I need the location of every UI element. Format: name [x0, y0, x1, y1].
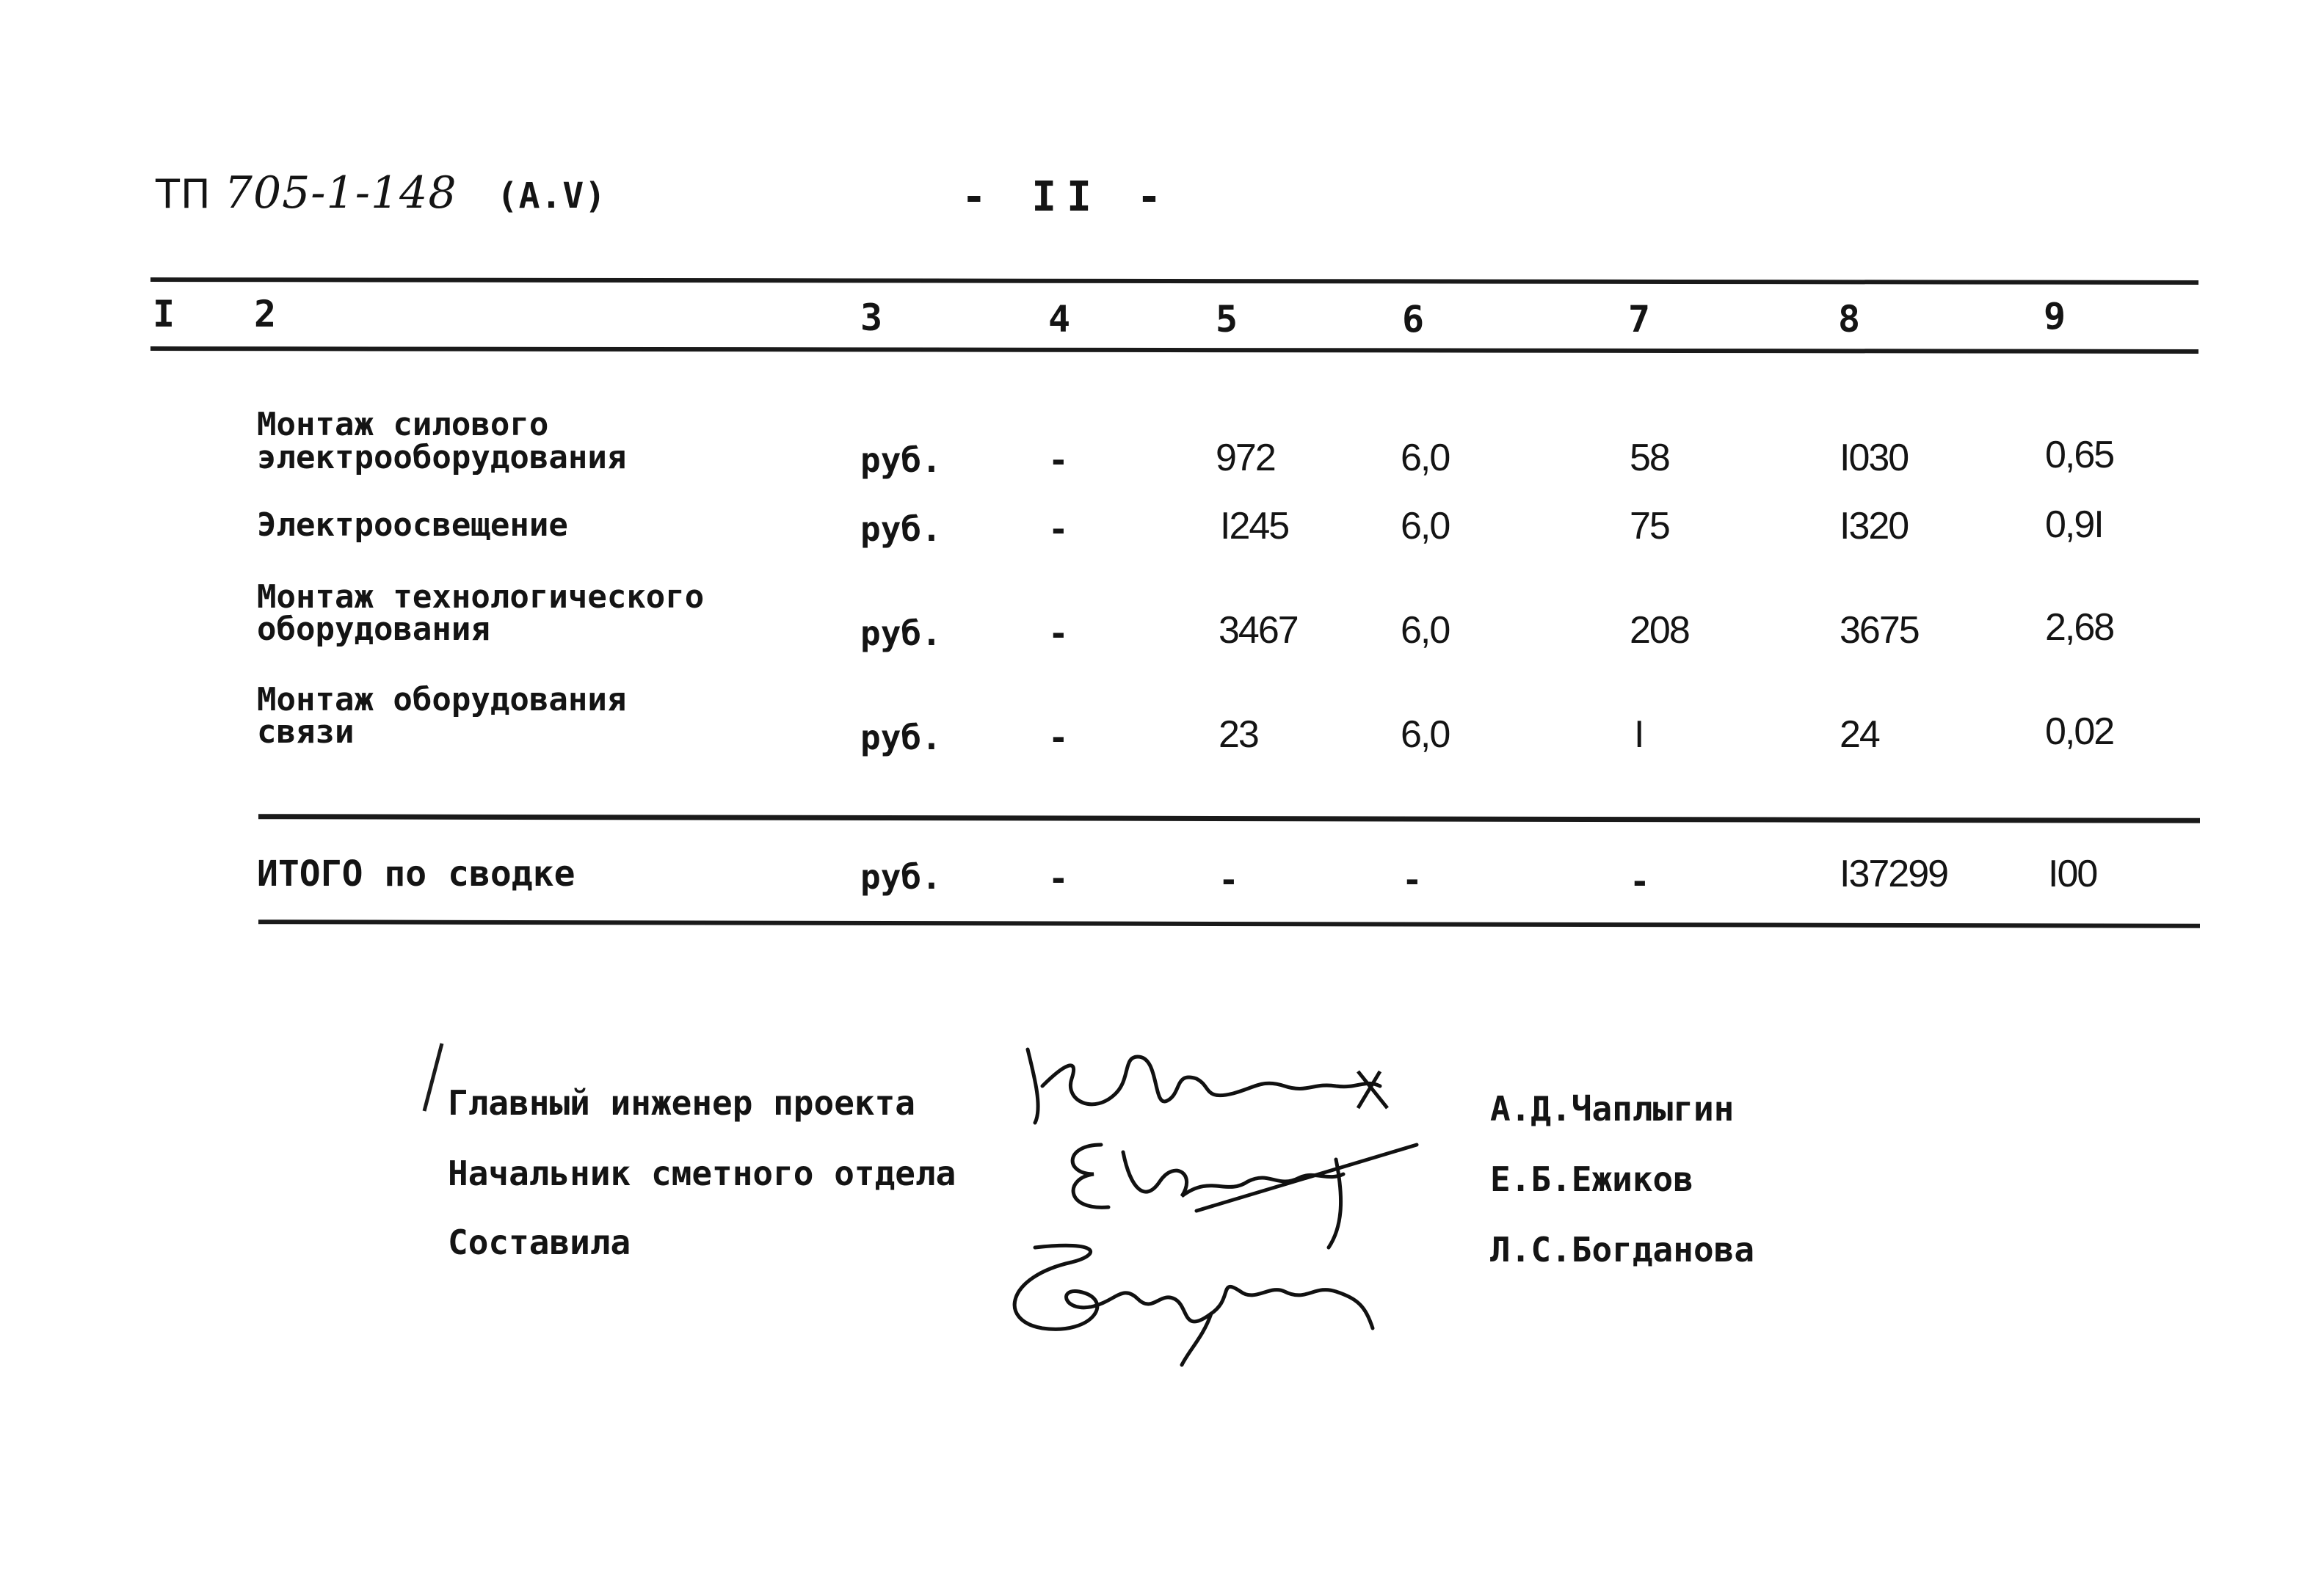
- row1-desc-line1: Монтаж силового: [257, 406, 549, 443]
- total-col5: -: [1219, 860, 1239, 900]
- total-bottom-rule: [258, 919, 2200, 928]
- header-bottom-rule: [150, 346, 2198, 354]
- signature-name-estimate-head: Е.Б.Ежиков: [1490, 1159, 1693, 1199]
- col-header-8: 8: [1838, 298, 1861, 340]
- row1-unit: руб.: [860, 440, 942, 480]
- row1-col4: -: [1048, 440, 1069, 480]
- row2-desc-line1: Электроосвещение: [257, 506, 568, 544]
- signature-title-estimate-head: Начальник сметного отдела: [448, 1154, 956, 1193]
- col-header-5: 5: [1216, 298, 1238, 340]
- row4-desc-line1: Монтаж оборудования: [257, 681, 627, 718]
- row4-desc-line2: связи: [257, 713, 355, 751]
- row3-col9: 2,68: [2045, 606, 2114, 649]
- row1-col5: 972: [1216, 437, 1275, 479]
- handwritten-signature-3-icon: [991, 1233, 1402, 1372]
- row4-unit: руб.: [860, 718, 942, 757]
- code-variant: (А.V): [496, 175, 607, 216]
- row4-col4: -: [1048, 718, 1069, 757]
- row2-col4: -: [1048, 509, 1069, 549]
- row3-desc-line2: оборудования: [257, 611, 490, 648]
- signature-title-compiler: Составила: [448, 1223, 631, 1262]
- row1-col8: I030: [1840, 437, 1909, 479]
- code-number: 705-1-148: [224, 167, 457, 219]
- row1-col9: 0,65: [2045, 434, 2114, 476]
- col-header-6: 6: [1402, 298, 1425, 340]
- row2-col9: 0,9I: [2045, 503, 2103, 546]
- row2-col5: I245: [1220, 505, 1289, 547]
- total-top-rule: [258, 814, 2200, 823]
- total-label: ИТОГО по сводке: [257, 853, 575, 895]
- row3-col4: -: [1048, 613, 1069, 653]
- signature-title-chief-engineer: Главный инженер проекта: [448, 1083, 915, 1123]
- total-unit: руб.: [860, 857, 942, 897]
- col-header-3: 3: [860, 296, 883, 339]
- row1-col6: 6,0: [1401, 437, 1450, 479]
- signature-name-compiler: Л.С.Богданова: [1490, 1230, 1755, 1270]
- col-header-9: 9: [2044, 295, 2066, 338]
- row2-col7: 75: [1630, 505, 1669, 547]
- row3-col5: 3467: [1219, 609, 1298, 652]
- row2-col8: I320: [1840, 505, 1909, 547]
- signature-name-chief-engineer: А.Д.Чаплыгин: [1490, 1089, 1735, 1129]
- row1-col7: 58: [1630, 437, 1669, 479]
- total-col7: -: [1630, 862, 1650, 901]
- row3-col8: 3675: [1840, 609, 1919, 652]
- row4-col5: 23: [1219, 713, 1258, 756]
- row4-col7: I: [1634, 713, 1644, 756]
- row3-col7: 208: [1630, 609, 1689, 652]
- document-code: [156, 167, 606, 219]
- row3-desc-line1: Монтаж технологического: [257, 578, 705, 616]
- row3-unit: руб.: [860, 613, 942, 653]
- row4-col9: 0,02: [2045, 710, 2114, 753]
- row2-unit: руб.: [860, 509, 942, 549]
- code-prefix: ТП: [156, 171, 211, 217]
- slash-mark-icon: [418, 1041, 448, 1114]
- handwritten-signature-1-icon: [1013, 1027, 1409, 1145]
- row3-col6: 6,0: [1401, 609, 1450, 652]
- total-col6: -: [1402, 860, 1423, 900]
- row4-col8: 24: [1840, 713, 1879, 756]
- total-col9: I00: [2048, 853, 2097, 895]
- col-header-7: 7: [1628, 298, 1651, 340]
- row4-col6: 6,0: [1401, 713, 1450, 756]
- total-col8: I37299: [1840, 853, 1948, 895]
- col-header-1: I: [153, 293, 175, 335]
- row2-col6: 6,0: [1401, 505, 1450, 547]
- col-header-4: 4: [1048, 298, 1071, 340]
- col-header-2: 2: [254, 293, 277, 335]
- table-top-rule: [150, 277, 2198, 285]
- page-number: - II -: [962, 173, 1172, 221]
- total-col4: -: [1048, 859, 1069, 898]
- row1-desc-line2: электрооборудования: [257, 439, 627, 476]
